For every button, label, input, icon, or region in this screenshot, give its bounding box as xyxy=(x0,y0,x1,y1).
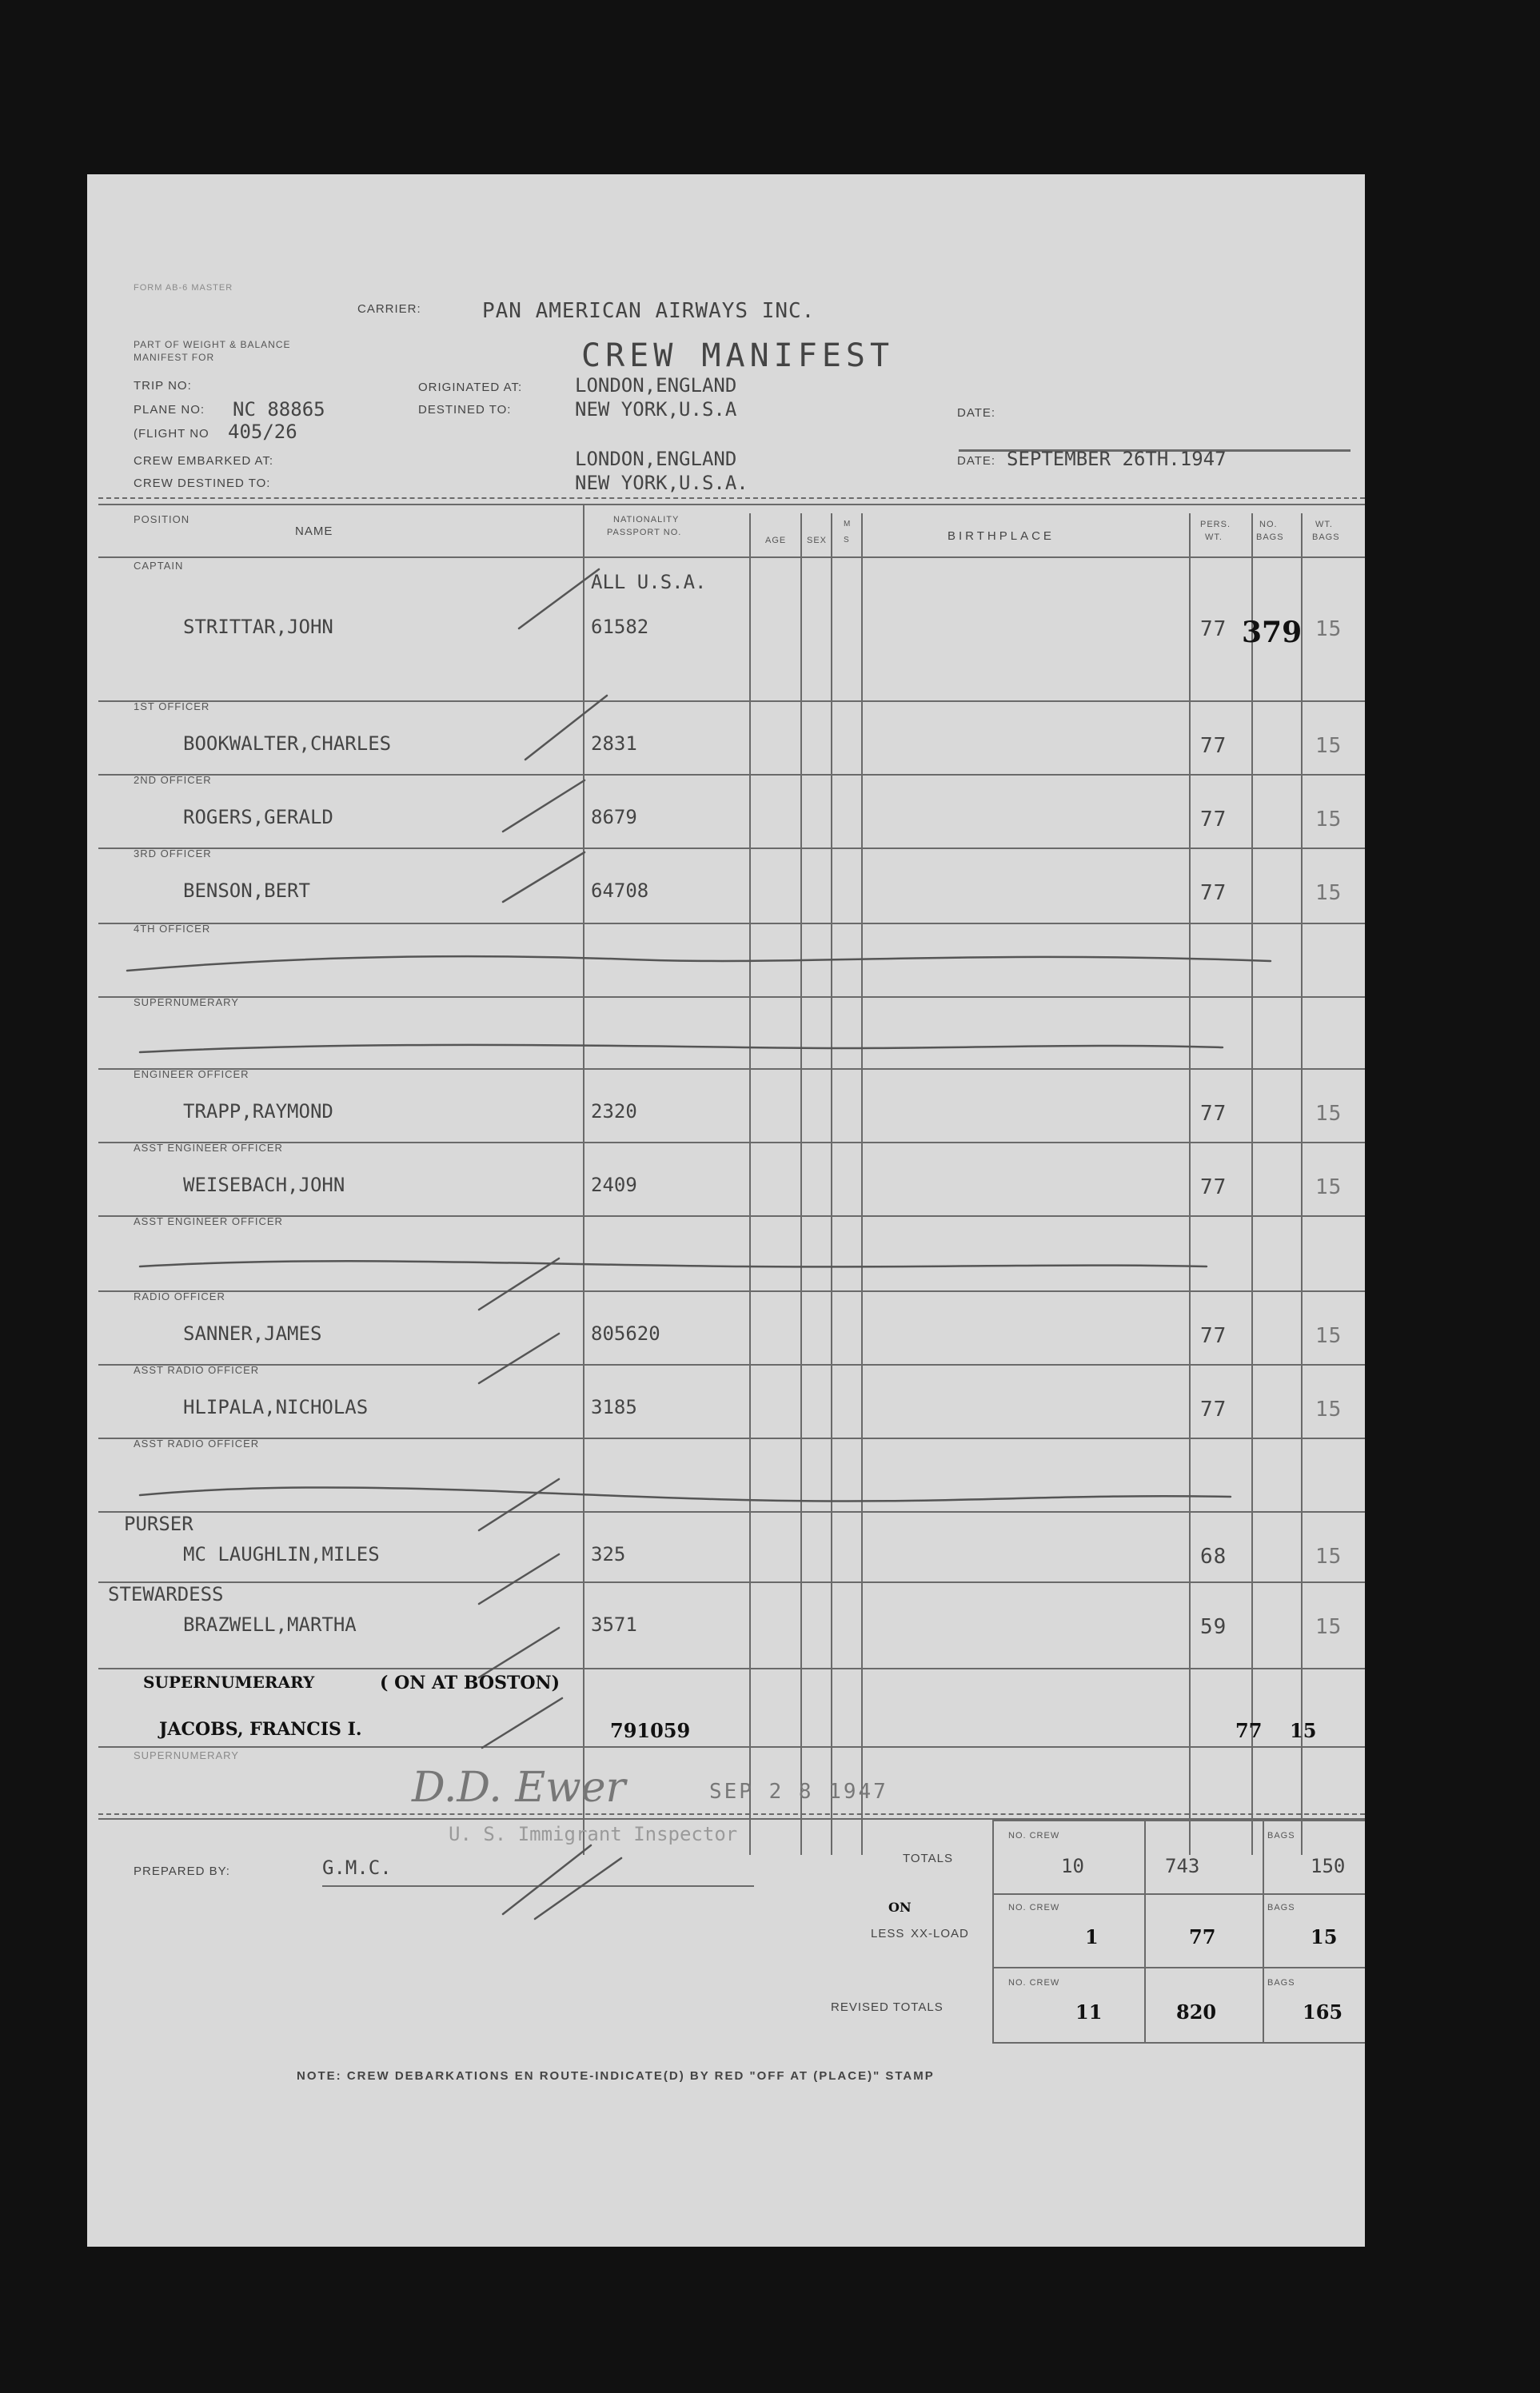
totals-bags: 150 xyxy=(1311,1855,1346,1877)
destined-label: DESTINED TO: xyxy=(418,403,512,417)
revised-wt: 820 xyxy=(1176,2000,1217,2024)
row-pers-wt: 59 xyxy=(1200,1615,1227,1639)
date-label: DATE: xyxy=(957,406,996,420)
row-passport: 61582 xyxy=(591,616,649,638)
row-name: WEISEBACH,JOHN xyxy=(183,1174,345,1196)
row-bags-wt: 15 xyxy=(1315,617,1343,641)
row-position: ASST ENGINEER OFFICER xyxy=(134,1215,283,1227)
row-passport: 3185 xyxy=(591,1396,637,1418)
row-name: ROGERS,GERALD xyxy=(183,806,333,828)
less-no-crew-label: NO. CREW xyxy=(1008,1903,1060,1912)
crew-manifest-sheet xyxy=(87,174,1365,2247)
row-name: MC LAUGHLIN,MILES xyxy=(183,1543,380,1565)
crew-embarked-label: CREW EMBARKED AT: xyxy=(134,454,274,468)
row-bags-wt: 15 xyxy=(1315,881,1343,905)
revised-bags: 165 xyxy=(1303,2000,1343,2024)
row-pers-wt: 68 xyxy=(1200,1545,1227,1569)
extra-position: SUPERNUMERARY xyxy=(143,1673,315,1692)
row-name: HLIPALA,NICHOLAS xyxy=(183,1396,369,1418)
row-position: 4TH OFFICER xyxy=(134,923,211,935)
less-bags-label: BAGS xyxy=(1267,1903,1295,1912)
row-position: ASST ENGINEER OFFICER xyxy=(134,1142,283,1154)
row-pers-wt: 77 xyxy=(1200,734,1227,758)
row-bags-wt: 15 xyxy=(1315,1398,1343,1422)
row-passport: 64708 xyxy=(591,879,649,902)
row-position: 2ND OFFICER xyxy=(134,774,212,786)
col-pers: PERS. xyxy=(1200,520,1231,529)
crew-destined-label: CREW DESTINED TO: xyxy=(134,477,271,490)
col-wt: WT. xyxy=(1205,532,1223,542)
extra-bags: 15 xyxy=(1290,1719,1317,1742)
row-pers-wt: 77 xyxy=(1200,808,1227,832)
row-bags-wt: 15 xyxy=(1315,1545,1343,1569)
row-position: 1ST OFFICER xyxy=(134,700,210,712)
row-position: SUPERNUMERARY xyxy=(134,996,239,1008)
row-passport: 2320 xyxy=(591,1100,637,1123)
load-label: XX-LOAD xyxy=(911,1927,969,1940)
less-wt: 77 xyxy=(1189,1925,1216,1948)
revised-label: REVISED TOTALS xyxy=(831,2000,944,2014)
manifest-title: CREW MANIFEST xyxy=(581,337,895,374)
col-no: NO. xyxy=(1259,520,1278,529)
col-sex: SEX xyxy=(807,536,828,545)
date2-value: SEPTEMBER 26TH.1947 xyxy=(1007,448,1227,470)
row-pers-wt: 77 xyxy=(1200,881,1227,905)
extra-name: JACOBS, FRANCIS I. xyxy=(159,1719,362,1740)
manifest-for-label: MANIFEST FOR xyxy=(134,352,215,363)
row-pers-wt: 77 xyxy=(1200,1398,1227,1422)
row-bags-wt: 15 xyxy=(1315,1615,1343,1639)
row-position: STEWARDESS xyxy=(108,1583,224,1605)
crew-destined-value: NEW YORK,U.S.A. xyxy=(575,472,748,494)
row-passport: 2831 xyxy=(591,732,637,755)
row-passport: 8679 xyxy=(591,806,637,828)
row-position: ENGINEER OFFICER xyxy=(134,1068,249,1080)
col-bags2: BAGS xyxy=(1312,532,1340,542)
row-name: BENSON,BERT xyxy=(183,879,310,902)
row-bags-wt: 15 xyxy=(1315,1324,1343,1348)
row-position: CAPTAIN xyxy=(134,560,184,572)
col-name: NAME xyxy=(295,524,333,538)
row-position: ASST RADIO OFFICER xyxy=(134,1438,260,1450)
originated-value: LONDON,ENGLAND xyxy=(575,374,737,397)
extra-note: ( ON AT BOSTON) xyxy=(380,1673,561,1693)
revised-no-crew-label: NO. CREW xyxy=(1008,1978,1060,1988)
carrier-label: CARRIER: xyxy=(357,302,421,316)
row-pers-wt: 77 xyxy=(1200,617,1227,641)
row-position: ASST RADIO OFFICER xyxy=(134,1364,260,1376)
nationality-all-usa: ALL U.S.A. xyxy=(591,571,707,593)
totals-wt: 743 xyxy=(1165,1855,1200,1877)
bags-total-stamp: 379 xyxy=(1242,616,1303,649)
revised-crew: 11 xyxy=(1075,2000,1103,2024)
prepared-value: G.M.C. xyxy=(322,1857,392,1879)
flight-label: (FLIGHT NO xyxy=(134,427,209,441)
crew-embarked-value: LONDON,ENGLAND xyxy=(575,448,737,470)
row-bags-wt: 15 xyxy=(1315,1175,1343,1199)
row-pers-wt: 77 xyxy=(1200,1175,1227,1199)
less-bags: 15 xyxy=(1311,1925,1338,1948)
row-name: BRAZWELL,MARTHA xyxy=(183,1613,357,1636)
col-nationality: NATIONALITY xyxy=(613,515,680,524)
row-bags-wt: 15 xyxy=(1315,1102,1343,1126)
on-label: ON xyxy=(888,1900,912,1915)
col-birthplace: BIRTHPLACE xyxy=(948,529,1055,543)
plane-label: PLANE NO: xyxy=(134,403,205,417)
totals-label: TOTALS xyxy=(903,1852,953,1865)
row-bags-wt: 15 xyxy=(1315,808,1343,832)
col-position: POSITION xyxy=(134,513,190,525)
row-name: STRITTAR,JOHN xyxy=(183,616,333,638)
extra-position-2: SUPERNUMERARY xyxy=(134,1749,239,1761)
revised-bags-label: BAGS xyxy=(1267,1978,1295,1988)
col-passport: PASSPORT NO. xyxy=(607,528,682,537)
row-passport: 3571 xyxy=(591,1613,637,1636)
col-bags: BAGS xyxy=(1256,532,1284,542)
stamp-date: SEP 2 8 1947 xyxy=(709,1780,888,1804)
row-bags-wt: 15 xyxy=(1315,734,1343,758)
row-name: SANNER,JAMES xyxy=(183,1322,322,1345)
prepared-label: PREPARED BY: xyxy=(134,1865,230,1878)
less-label: LESS xyxy=(871,1927,905,1940)
originated-label: ORIGINATED AT: xyxy=(418,381,523,394)
col-ms-m: M xyxy=(844,520,852,528)
row-position: PURSER xyxy=(124,1513,193,1535)
part-of-label: PART OF WEIGHT & BALANCE xyxy=(134,339,291,350)
row-name: TRAPP,RAYMOND xyxy=(183,1100,333,1123)
stamp-title: U. S. Immigrant Inspector xyxy=(449,1823,738,1845)
debarkation-note: NOTE: CREW DEBARKATIONS EN ROUTE-INDICATE(D) BY RED "OFF AT (PLACE)" STAMP xyxy=(297,2069,935,2083)
extra-wt: 77 xyxy=(1235,1719,1263,1742)
carrier-value: PAN AMERICAN AIRWAYS INC. xyxy=(482,299,816,323)
col-wt2: WT. xyxy=(1315,520,1333,529)
col-age: AGE xyxy=(765,536,787,545)
inspector-signature: D.D. Ewer xyxy=(412,1764,626,1812)
totals-no-crew-label: NO. CREW xyxy=(1008,1831,1060,1841)
col-ms-s: S xyxy=(844,536,850,544)
row-passport: 805620 xyxy=(591,1322,660,1345)
trip-label: TRIP NO: xyxy=(134,379,192,393)
form-number: FORM AB-6 MASTER xyxy=(134,283,233,293)
totals-bags-label: BAGS xyxy=(1267,1831,1295,1841)
flight-value: 405/26 xyxy=(228,421,297,443)
row-position: 3RD OFFICER xyxy=(134,848,212,859)
row-passport: 325 xyxy=(591,1543,626,1565)
extra-passport: 791059 xyxy=(610,1719,691,1742)
row-passport: 2409 xyxy=(591,1174,637,1196)
row-position: RADIO OFFICER xyxy=(134,1290,225,1302)
row-pers-wt: 77 xyxy=(1200,1324,1227,1348)
destined-value: NEW YORK,U.S.A xyxy=(575,398,737,421)
row-name: BOOKWALTER,CHARLES xyxy=(183,732,392,755)
row-pers-wt: 77 xyxy=(1200,1102,1227,1126)
totals-crew: 10 xyxy=(1061,1855,1084,1877)
less-crew: 1 xyxy=(1085,1925,1099,1948)
plane-value: NC 88865 xyxy=(233,398,325,421)
date2-label: DATE: xyxy=(957,454,996,468)
